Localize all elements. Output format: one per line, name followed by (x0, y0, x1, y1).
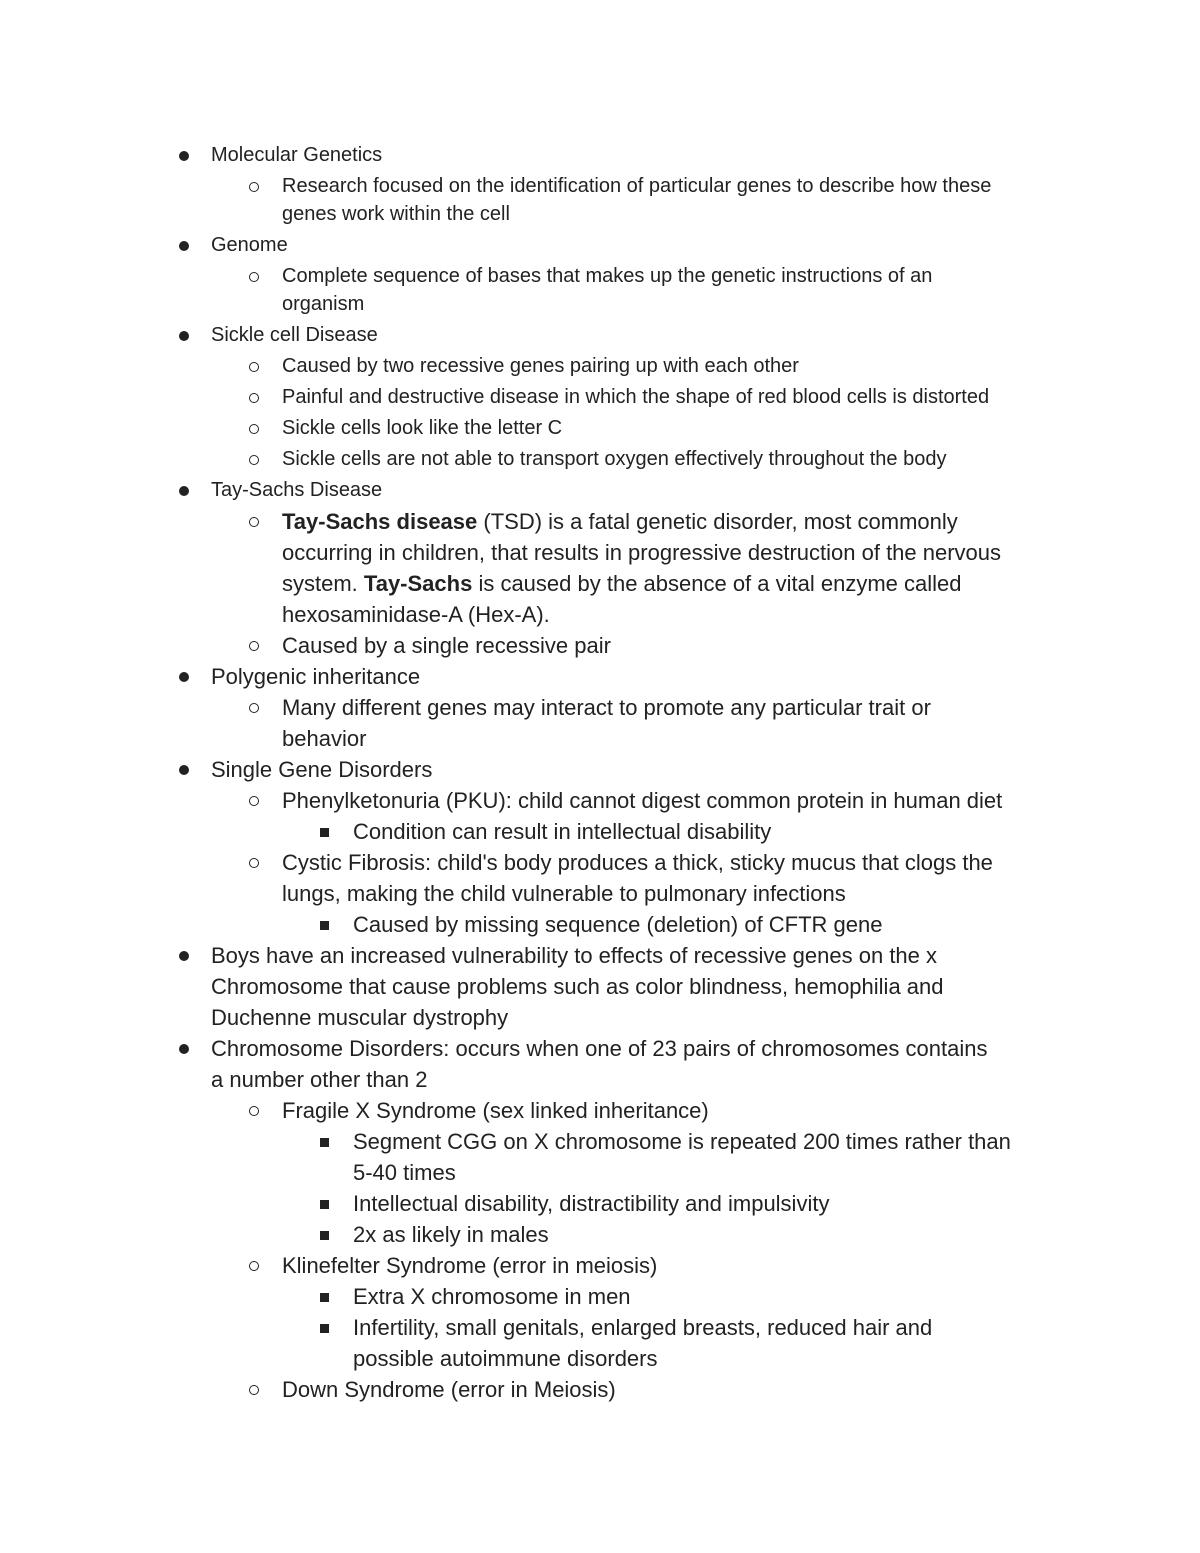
bullet-disc-icon (179, 331, 189, 341)
bullet-disc-icon (179, 672, 189, 682)
bullet-disc-icon (179, 241, 189, 251)
bullet-circle-icon (249, 641, 259, 651)
list-item-genome-definition (0, 261, 1200, 292)
list-item-fragile-x-detail (0, 1126, 1200, 1157)
bullet-circle-icon (249, 272, 259, 282)
list-item-klinefelter-detail (0, 1312, 1200, 1343)
item-text: Molecular Genetics (211, 144, 383, 166)
bullet-circle-icon (249, 362, 259, 372)
item-text: (TSD) is a fatal genetic disorder, most commonly (477, 509, 958, 534)
list-item-sickle-cell-point (0, 444, 1200, 475)
list-item-polygenic (0, 661, 1200, 692)
item-text: Boys have an increased vulnerability to effects of recessive genes on the x (211, 943, 938, 968)
list-item-single-gene (0, 754, 1200, 785)
item-text: Duchenne muscular dystrophy (211, 1005, 509, 1030)
item-text: system. (282, 571, 364, 596)
item-text: Down Syndrome (error in Meiosis) (282, 1377, 616, 1402)
item-text: Painful and destructive disease in which the shape of red blood cells is distorted (282, 386, 990, 408)
bullet-square-icon (320, 1200, 329, 1209)
bullet-square-icon (320, 1138, 329, 1147)
list-item-pku-detail (0, 816, 1200, 847)
bullet-disc-icon (179, 151, 189, 161)
bullet-disc-icon (179, 951, 189, 961)
item-text: is caused by the absence of a vital enzyme called (472, 571, 962, 596)
bullet-square-icon (320, 1324, 329, 1333)
bullet-square-icon (320, 828, 329, 837)
list-item-continuation (0, 599, 1200, 630)
item-text: Infertility, small genitals, enlarged breasts, reduced hair and (353, 1315, 933, 1340)
bullet-circle-icon (249, 1385, 259, 1395)
item-text: Genome (211, 234, 288, 256)
bullet-circle-icon (249, 796, 259, 806)
bullet-square-icon (320, 921, 329, 930)
list-item-sickle-cell-point (0, 413, 1200, 444)
list-item-boys-vulnerability (0, 940, 1200, 971)
item-text: Phenylketonuria (PKU): child cannot digest common protein in human diet (282, 788, 1003, 813)
item-text: Caused by a single recessive pair (282, 633, 611, 658)
list-item-fragile-x-detail (0, 1188, 1200, 1219)
list-item-cystic-fibrosis (0, 847, 1200, 878)
bold-term: Tay-Sachs disease (282, 509, 478, 534)
item-text: Research focused on the identification of particular genes to describe how these (282, 175, 992, 197)
item-text: 2x as likely in males (353, 1222, 549, 1247)
list-item-continuation (0, 1343, 1200, 1374)
list-item-tay-sachs-definition (0, 506, 1200, 537)
bullet-square-icon (320, 1231, 329, 1240)
bullet-square-icon (320, 1293, 329, 1302)
item-text: Fragile X Syndrome (sex linked inheritance) (282, 1098, 709, 1123)
list-item-continuation (0, 289, 1200, 320)
bullet-disc-icon (179, 765, 189, 775)
list-item-fragile-x (0, 1095, 1200, 1126)
item-text: Extra X chromosome in men (353, 1284, 631, 1309)
list-item-continuation (0, 1157, 1200, 1188)
list-item-continuation (0, 723, 1200, 754)
list-item-genome (0, 230, 1200, 261)
list-item-molecular-genetics (0, 140, 1200, 171)
item-text: 5-40 times (353, 1160, 456, 1185)
bold-term: Tay-Sachs (363, 571, 473, 596)
item-text: Cystic Fibrosis: child's body produces a thick, sticky mucus that clogs the (282, 850, 993, 875)
bullet-circle-icon (249, 517, 259, 527)
list-item-continuation (0, 878, 1200, 909)
item-text: occurring in children, that results in progressive destruction of the nervous (282, 540, 1002, 565)
item-text: genes work within the cell (282, 203, 510, 225)
item-text: possible autoimmune disorders (353, 1346, 658, 1371)
list-item-tay-sachs (0, 475, 1200, 506)
list-item-down-syndrome (0, 1374, 1200, 1405)
item-text: Caused by missing sequence (deletion) of CFTR gene (353, 912, 883, 937)
notes-document (0, 140, 1200, 1405)
item-text: organism (282, 293, 365, 315)
item-text: Segment CGG on X chromosome is repeated 200 times rather than (353, 1129, 1011, 1154)
list-item-continuation (0, 199, 1200, 230)
item-text: Sickle cell Disease (211, 324, 378, 346)
item-text: lungs, making the child vulnerable to pulmonary infections (282, 881, 846, 906)
bullet-circle-icon (249, 393, 259, 403)
item-text: Complete sequence of bases that makes up the genetic instructions of an (282, 265, 933, 287)
bullet-circle-icon (249, 858, 259, 868)
bullet-circle-icon (249, 1261, 259, 1271)
item-text: Single Gene Disorders (211, 757, 433, 782)
bullet-circle-icon (249, 424, 259, 434)
bullet-circle-icon (249, 182, 259, 192)
item-text: Condition can result in intellectual disability (353, 819, 772, 844)
item-text: Sickle cells look like the letter C (282, 417, 563, 439)
list-item-fragile-x-detail (0, 1219, 1200, 1250)
list-item-continuation (0, 971, 1200, 1002)
list-item-continuation (0, 1064, 1200, 1095)
item-text: Chromosome Disorders: occurs when one of 23 pairs of chromosomes contains (211, 1036, 988, 1061)
list-item-chromosome-disorders (0, 1033, 1200, 1064)
list-item-sickle-cell-point (0, 351, 1200, 382)
bullet-disc-icon (179, 1044, 189, 1054)
item-text: Chromosome that cause problems such as color blindness, hemophilia and (211, 974, 944, 999)
item-text: Tay-Sachs Disease (211, 479, 383, 501)
bullet-circle-icon (249, 703, 259, 713)
item-text: hexosaminidase-A (Hex-A). (282, 602, 550, 627)
list-item-cf-detail (0, 909, 1200, 940)
bullet-circle-icon (249, 1106, 259, 1116)
list-item-molecular-genetics-definition (0, 171, 1200, 202)
list-item-klinefelter-detail (0, 1281, 1200, 1312)
item-text: Intellectual disability, distractibility and impulsivity (353, 1191, 830, 1216)
bullet-circle-icon (249, 455, 259, 465)
list-item-tay-sachs-point (0, 630, 1200, 661)
item-text: Many different genes may interact to promote any particular trait or (282, 695, 931, 720)
list-item-continuation (0, 568, 1200, 599)
list-item-polygenic-definition (0, 692, 1200, 723)
list-item-continuation (0, 1002, 1200, 1033)
bullet-disc-icon (179, 486, 189, 496)
item-text: Caused by two recessive genes pairing up with each other (282, 355, 799, 377)
list-item-continuation (0, 537, 1200, 568)
list-item-klinefelter (0, 1250, 1200, 1281)
list-item-pku (0, 785, 1200, 816)
item-text: Polygenic inheritance (211, 664, 421, 689)
list-item-sickle-cell-point (0, 382, 1200, 413)
item-text: Sickle cells are not able to transport oxygen effectively throughout the body (282, 448, 947, 470)
item-text: behavior (282, 726, 367, 751)
list-item-sickle-cell (0, 320, 1200, 351)
item-text: Klinefelter Syndrome (error in meiosis) (282, 1253, 658, 1278)
item-text: a number other than 2 (211, 1067, 428, 1092)
